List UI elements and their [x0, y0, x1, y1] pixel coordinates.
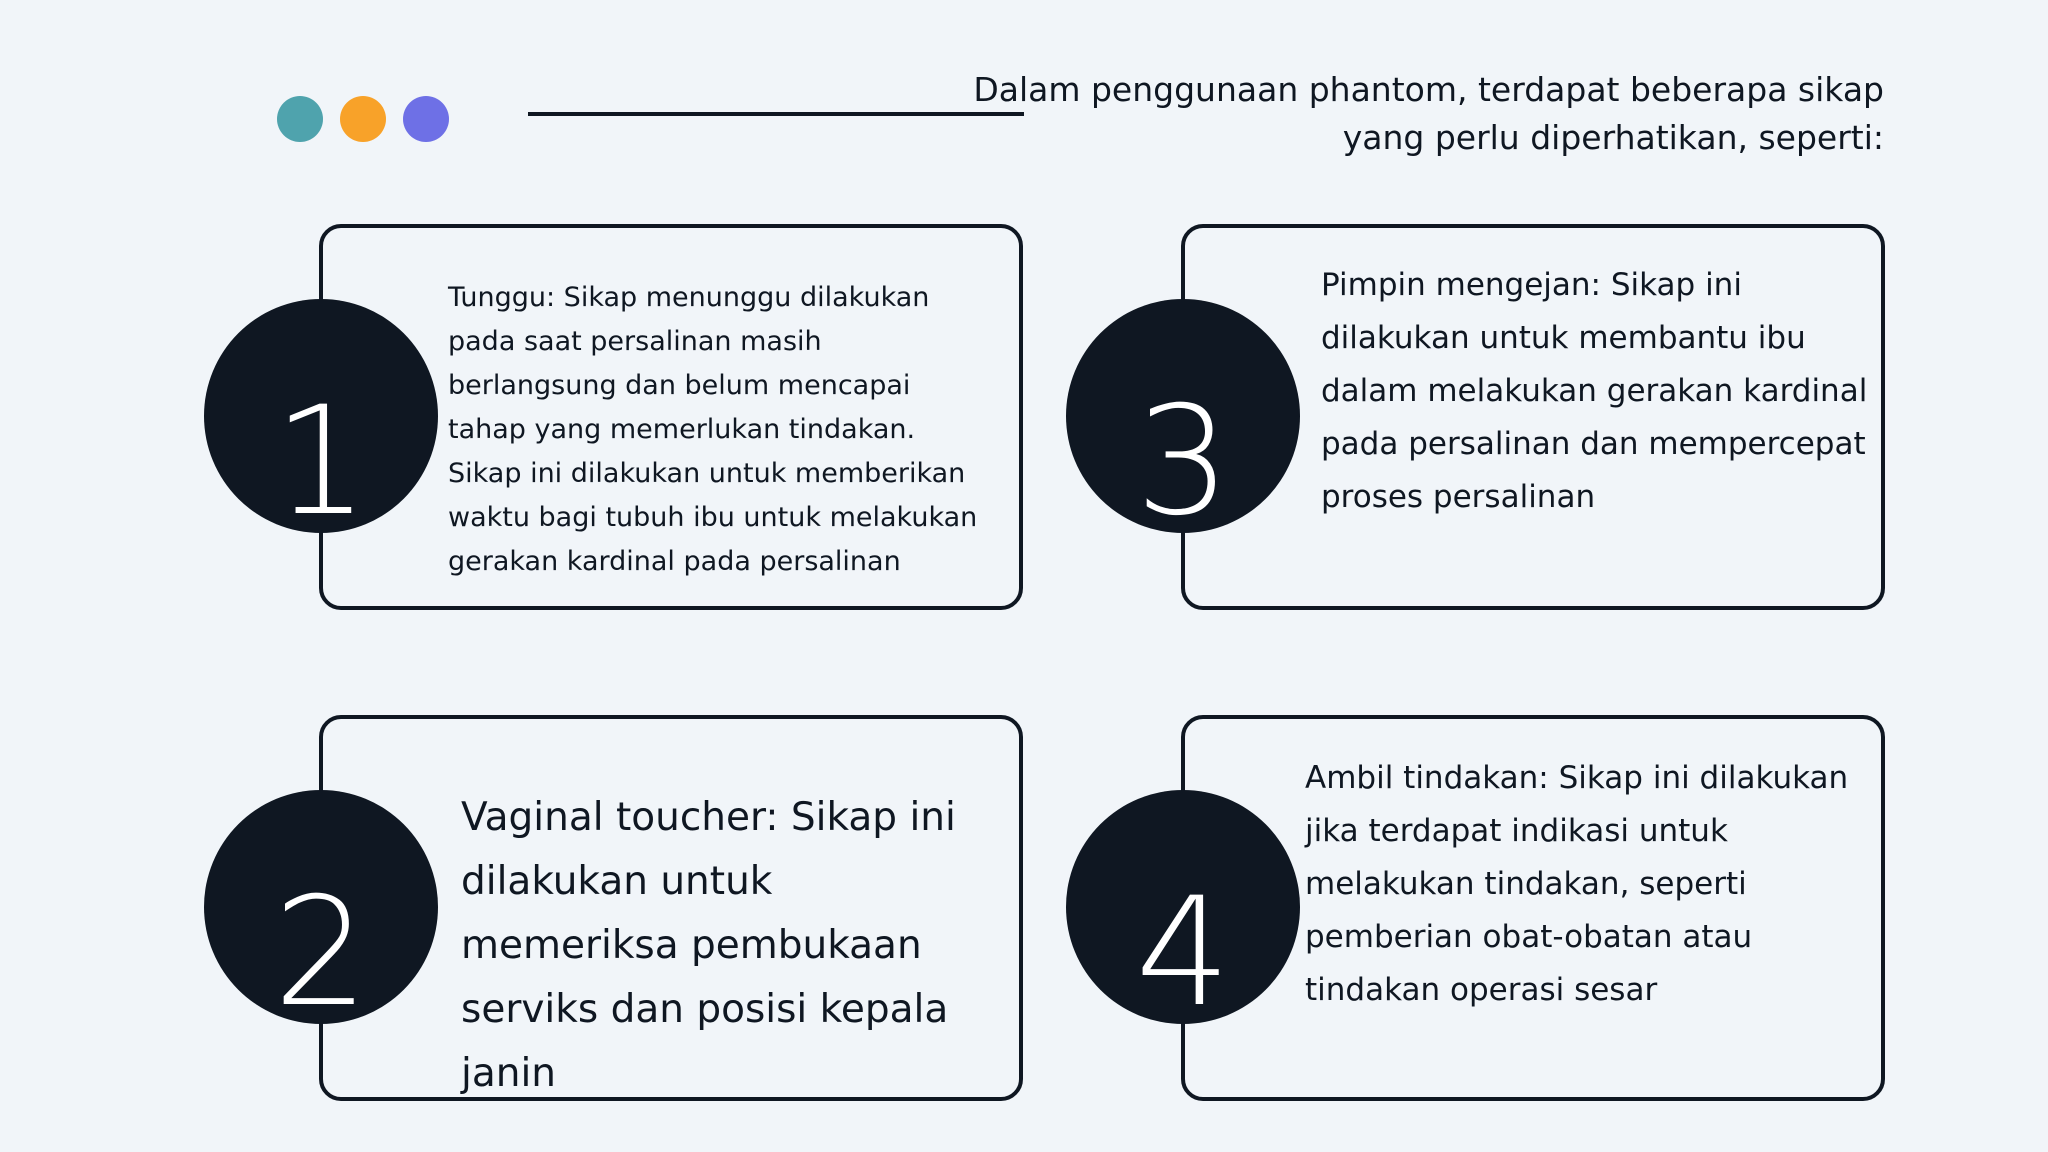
- orange-dot: [340, 96, 386, 142]
- intro-text: [884, 66, 1884, 162]
- step-number-2: 2: [273, 866, 369, 1024]
- step-number-4: 4: [1135, 866, 1231, 1024]
- step-text-1: Tunggu: Sikap menunggu dilakukan pada saat persalinan masih berlangsung dan belum mencapai tahap yang memerlukan tindakan. Sikap ini dilakukan untuk memberikan waktu bagi tubuh ibu untuk melakukan gerakan kardinal pada persalinan: [448, 282, 978, 577]
- step-number-badge-4: [1066, 790, 1300, 1024]
- step-number-3: 3: [1135, 375, 1231, 533]
- intro-line-2: yang perlu diperhatikan, seperti:: [1342, 118, 1884, 157]
- step-text-2: Vaginal toucher: Sikap ini dilakukan untuk memeriksa pembukaan serviks dan posisi kepala janin: [461, 795, 956, 1096]
- step-text-3: Pimpin mengejan: Sikap ini dilakukan untuk membantu ibu dalam melakukan gerakan kardinal pada persalinan dan mempercepat proses persalinan: [1321, 267, 1868, 515]
- step-number-badge-1: [204, 299, 438, 533]
- intro-line-1: Dalam penggunaan phantom, terdapat beberapa sikap: [973, 70, 1884, 109]
- teal-dot: [277, 96, 323, 142]
- step-number-badge-3: [1066, 299, 1300, 533]
- step-number-badge-2: [204, 790, 438, 1024]
- purple-dot: [403, 96, 449, 142]
- step-number-1: 1: [273, 375, 369, 533]
- step-text-4: Ambil tindakan: Sikap ini dilakukan jika terdapat indikasi untuk melakukan tindakan, seperti pemberian obat-obatan atau tindakan operasi sesar: [1305, 760, 1849, 1008]
